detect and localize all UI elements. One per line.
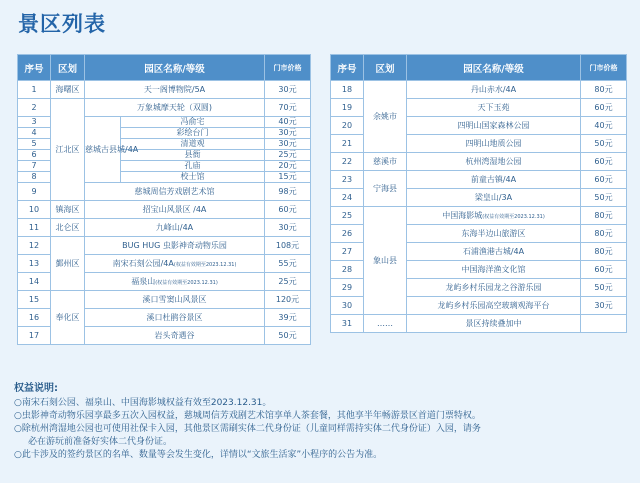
name-cell: 天一阁博物院/5A xyxy=(85,81,265,99)
name-cell: 冯俞宅 xyxy=(121,117,265,128)
seq-cell: 26 xyxy=(331,225,364,243)
price-cell: 25元 xyxy=(265,150,311,161)
header-district: 区划 xyxy=(51,55,85,81)
seq-cell: 14 xyxy=(18,273,51,291)
district-cell: 镇海区 xyxy=(51,201,85,219)
seq-cell: 21 xyxy=(331,135,364,153)
price-cell xyxy=(581,315,627,333)
seq-cell: 23 xyxy=(331,171,364,189)
seq-cell: 18 xyxy=(331,81,364,99)
price-cell: 60元 xyxy=(581,171,627,189)
price-cell: 20元 xyxy=(265,161,311,172)
price-cell: 50元 xyxy=(581,135,627,153)
price-cell: 40元 xyxy=(581,117,627,135)
district-cell: 慈溪市 xyxy=(364,153,407,171)
price-cell: 40元 xyxy=(265,117,311,128)
header-price: 门市价格 xyxy=(581,55,627,81)
table-row xyxy=(331,207,627,225)
rights-item-continued: 必在游玩前准备好实体二代身份证。 xyxy=(28,436,173,447)
price-cell: 60元 xyxy=(265,201,311,219)
table-row xyxy=(331,81,627,99)
name-cell: 龙屿乡村乐园龙之谷游乐园 xyxy=(407,279,581,297)
seq-cell: 24 xyxy=(331,189,364,207)
table-row xyxy=(18,81,311,99)
district-cell: 余姚市 xyxy=(364,81,407,153)
seq-cell: 8 xyxy=(18,172,51,183)
name-cell: 前童古镇/4A xyxy=(407,171,581,189)
seq-cell: 9 xyxy=(18,183,51,201)
seq-cell: 17 xyxy=(18,327,51,345)
price-cell: 15元 xyxy=(265,172,311,183)
name-cell: 杭州湾湿地公园 xyxy=(407,153,581,171)
price-cell: 30元 xyxy=(265,81,311,99)
price-cell: 50元 xyxy=(581,279,627,297)
seq-cell: 30 xyxy=(331,297,364,315)
name-cell xyxy=(85,273,265,291)
name-cell: 慈城周信芳戏剧艺术馆 xyxy=(85,183,265,201)
name-cell: 彩绘台门 xyxy=(121,128,265,139)
seq-cell: 25 xyxy=(331,207,364,225)
name-cell: 岩头奇遇谷 xyxy=(85,327,265,345)
seq-cell: 27 xyxy=(331,243,364,261)
seq-cell: 29 xyxy=(331,279,364,297)
price-cell: 30元 xyxy=(265,128,311,139)
page-title: 景区列表 xyxy=(18,12,106,36)
seq-cell: 6 xyxy=(18,150,51,161)
price-cell: 55元 xyxy=(265,255,311,273)
price-cell: 30元 xyxy=(581,297,627,315)
seq-cell: 20 xyxy=(331,117,364,135)
header-name: 园区名称/等级 xyxy=(407,55,581,81)
district-cell: 鄞州区 xyxy=(51,237,85,291)
name-cell: 溪口杜鹃谷景区 xyxy=(85,309,265,327)
seq-cell: 5 xyxy=(18,139,51,150)
district-cell: 宁海县 xyxy=(364,171,407,207)
name-cell: 石浦渔港古城/4A xyxy=(407,243,581,261)
name-text: 福泉山 xyxy=(131,276,156,286)
district-cell: …… xyxy=(364,315,407,333)
price-cell: 60元 xyxy=(581,153,627,171)
name-cell: 天下玉苑 xyxy=(407,99,581,117)
name-cell: 东海半边山旅游区 xyxy=(407,225,581,243)
header-price: 门市价格 xyxy=(265,55,311,81)
district-cell: 奉化区 xyxy=(51,291,85,345)
name-cell: 县衙 xyxy=(121,150,265,161)
seq-cell: 12 xyxy=(18,237,51,255)
district-cell: 海曙区 xyxy=(51,81,85,99)
district-cell: 慈城古县城/4A xyxy=(85,117,121,183)
price-cell: 60元 xyxy=(581,261,627,279)
price-cell: 80元 xyxy=(581,225,627,243)
price-cell: 80元 xyxy=(581,81,627,99)
price-cell: 30元 xyxy=(265,219,311,237)
price-cell: 39元 xyxy=(265,309,311,327)
seq-cell: 11 xyxy=(18,219,51,237)
seq-cell: 16 xyxy=(18,309,51,327)
price-cell: 30元 xyxy=(265,139,311,150)
name-cell xyxy=(407,207,581,225)
price-cell: 50元 xyxy=(265,327,311,345)
district-cell: 江北区 xyxy=(51,99,85,201)
scenic-table-right xyxy=(330,54,627,333)
price-cell: 80元 xyxy=(581,243,627,261)
name-cell: 景区持续叠加中 xyxy=(407,315,581,333)
seq-cell: 22 xyxy=(331,153,364,171)
seq-cell: 15 xyxy=(18,291,51,309)
seq-cell: 19 xyxy=(331,99,364,117)
name-cell: 清道观 xyxy=(121,139,265,150)
price-cell: 120元 xyxy=(265,291,311,309)
seq-cell: 2 xyxy=(18,99,51,117)
rights-item: ○此卡涉及的签约景区的名单、数量等会发生变化，详情以“文旅生活家”小程序的公告为准。 xyxy=(14,449,383,460)
name-cell: 梁皇山/3A xyxy=(407,189,581,207)
rights-item: ○除杭州湾湿地公园也可使用社保卡入园，其他景区需刷实体二代身份证（儿童同样需持实体二代身份证）入园，请务 xyxy=(14,423,481,434)
table-row xyxy=(18,99,311,117)
rights-item: ○虫影神奇动物乐园享最多五次入园权益，慈城周信芳戏剧艺术馆享单人茶套餐，其他享半年畅游景区首道门票特权。 xyxy=(14,410,481,421)
district-cell: 北仑区 xyxy=(51,219,85,237)
table-row xyxy=(331,153,627,171)
name-cell: 孔庙 xyxy=(121,161,265,172)
name-cell: 九峰山/4A xyxy=(85,219,265,237)
table-row xyxy=(18,201,311,219)
table-row xyxy=(331,315,627,333)
name-cell: 招宝山风景区 /4A xyxy=(85,201,265,219)
validity-note: (权益有效期至2023.12.31) xyxy=(482,213,545,220)
seq-cell: 1 xyxy=(18,81,51,99)
price-cell: 50元 xyxy=(581,189,627,207)
name-cell: 龙屿乡村乐园高空玻璃观海平台 xyxy=(407,297,581,315)
rights-notes xyxy=(14,382,630,462)
name-cell xyxy=(85,255,265,273)
seq-cell: 28 xyxy=(331,261,364,279)
name-cell: BUG HUG 虫影神奇动物乐园 xyxy=(85,237,265,255)
name-cell: 校士馆 xyxy=(121,172,265,183)
header-district: 区划 xyxy=(364,55,407,81)
rights-heading: 权益说明: xyxy=(14,383,58,394)
header-seq: 序号 xyxy=(18,55,51,81)
seq-cell: 13 xyxy=(18,255,51,273)
district-cell: 象山县 xyxy=(364,207,407,315)
table-row xyxy=(18,291,311,309)
price-cell: 70元 xyxy=(265,99,311,117)
price-cell: 108元 xyxy=(265,237,311,255)
name-text: 中国海影城 xyxy=(442,210,483,220)
seq-cell: 4 xyxy=(18,128,51,139)
table-header xyxy=(18,55,311,81)
table-row xyxy=(18,237,311,255)
seq-cell: 7 xyxy=(18,161,51,172)
header-seq: 序号 xyxy=(331,55,364,81)
price-cell: 80元 xyxy=(581,207,627,225)
name-cell: 万象城摩天轮（双圆) xyxy=(85,99,265,117)
price-cell: 60元 xyxy=(581,99,627,117)
table-row xyxy=(331,171,627,189)
scenic-table-left xyxy=(17,54,311,345)
seq-cell: 3 xyxy=(18,117,51,128)
validity-note: (权益有效期至2023.12.31) xyxy=(173,261,237,268)
name-cell: 四明山地质公园 xyxy=(407,135,581,153)
price-cell: 98元 xyxy=(265,183,311,201)
name-cell: 四明山国家森林公园 xyxy=(407,117,581,135)
seq-cell: 31 xyxy=(331,315,364,333)
table-header xyxy=(331,55,627,81)
seq-cell: 10 xyxy=(18,201,51,219)
price-cell: 25元 xyxy=(265,273,311,291)
rights-item: ○南宋石刻公园、福泉山、中国海影城权益有效至2023.12.31。 xyxy=(14,397,272,408)
name-cell: 中国海洋渔文化馆 xyxy=(407,261,581,279)
header-name: 园区名称/等级 xyxy=(85,55,265,81)
validity-note: (权益有效期至2023.12.31) xyxy=(155,279,218,286)
name-cell: 丹山赤水/4A xyxy=(407,81,581,99)
name-text: 南宋石刻公园/4A xyxy=(112,258,174,268)
table-row xyxy=(18,219,311,237)
name-cell: 溪口雪窦山风景区 xyxy=(85,291,265,309)
